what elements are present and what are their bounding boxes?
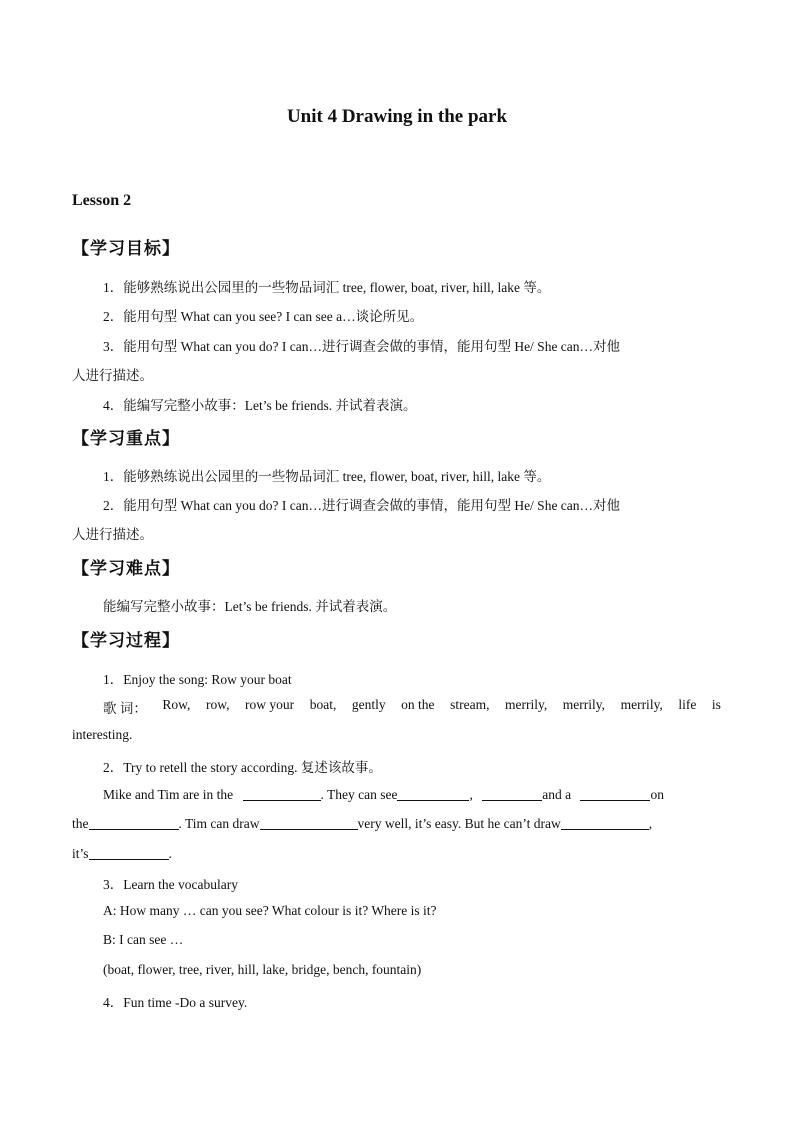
- difficulty-item: 能编写完整小故事：Let’s be friends. 并试着表演。: [103, 599, 397, 614]
- lyrics-word: merrily,: [620, 697, 663, 712]
- lyrics-label: 歌 词：: [103, 701, 147, 716]
- story-text: Mike and Tim are in the: [103, 787, 234, 802]
- lesson-label: Lesson 2: [72, 192, 132, 209]
- lyrics-word: row your: [245, 697, 295, 712]
- step-2: 2．Try to retell the story according. 复述该故事。: [103, 760, 382, 775]
- key-point-2-cont: 人进行描述。: [72, 527, 153, 542]
- goal-item-1: 1．能够熟练说出公园里的一些物品词汇 tree, flower, boat, river, hill, lake 等。: [103, 280, 551, 295]
- qa-b: B: I can see …: [103, 932, 184, 947]
- word-list: (boat, flower, tree, river, hill, lake, bridge, bench, fountain): [103, 962, 422, 977]
- fill-blank-6[interactable]: [260, 815, 358, 830]
- fill-blank-5[interactable]: [89, 815, 179, 830]
- fill-blank-1[interactable]: [243, 786, 321, 801]
- lyrics-word: merrily,: [505, 697, 548, 712]
- goal-item-3-cont: 人进行描述。: [72, 368, 153, 383]
- story-text: the: [72, 816, 89, 831]
- story-text: . Tim can draw: [178, 816, 260, 831]
- story-text: ,: [648, 816, 653, 831]
- lyrics-word: stream,: [450, 697, 490, 712]
- fill-blank-7[interactable]: [561, 815, 649, 830]
- key-points-heading: 【学习重点】: [72, 429, 180, 449]
- story-text: and a: [542, 787, 572, 802]
- fill-blank-8[interactable]: [89, 845, 169, 860]
- lyrics-word: gently: [351, 697, 386, 712]
- story-text: . They can see: [320, 787, 398, 802]
- lyrics-end: interesting.: [72, 727, 133, 742]
- story-text: it’s: [72, 846, 89, 861]
- fill-blank-3[interactable]: [482, 786, 542, 801]
- lyrics-word: is: [711, 697, 721, 712]
- difficulties-heading: 【学习难点】: [72, 559, 180, 579]
- lyrics-word: life: [678, 697, 697, 712]
- goal-item-4: 4．能编写完整小故事：Let’s be friends. 并试着表演。: [103, 398, 417, 413]
- lyrics-word: Row,: [162, 697, 191, 712]
- story-line-1: [103, 786, 664, 803]
- story-text: on: [650, 787, 664, 802]
- lyrics-word: row,: [205, 697, 230, 712]
- step-3: 3．Learn the vocabulary: [103, 877, 238, 892]
- fill-blank-4[interactable]: [580, 786, 650, 801]
- key-point-2: 2．能用句型 What can you do? I can…进行调查会做的事情，能用句型 He/ She can…对他: [103, 498, 621, 513]
- goals-heading: 【学习目标】: [72, 239, 180, 259]
- lyrics-word: merrily,: [562, 697, 606, 712]
- fill-blank-2[interactable]: [397, 786, 469, 801]
- story-text: very well, it’s easy. But he can’t draw: [357, 816, 561, 831]
- story-line-2: [72, 815, 652, 832]
- story-text: ,: [469, 787, 473, 802]
- qa-a: A: How many … can you see? What colour is it? Where is it?: [103, 903, 437, 918]
- story-line-3: [72, 845, 172, 862]
- page-title: Unit 4 Drawing in the park: [286, 106, 508, 127]
- step-1: 1．Enjoy the song: Row your boat: [103, 672, 292, 687]
- lyrics-word: boat,: [309, 697, 337, 712]
- lyrics-line: [103, 697, 721, 717]
- lyrics-word: on the: [401, 697, 435, 712]
- key-point-1: 1．能够熟练说出公园里的一些物品词汇 tree, flower, boat, river, hill, lake 等。: [103, 469, 551, 484]
- story-text: .: [168, 846, 172, 861]
- step-4: 4．Fun time -Do a survey.: [103, 995, 248, 1010]
- process-heading: 【学习过程】: [72, 631, 180, 651]
- goal-item-3: 3．能用句型 What can you do? I can…进行调查会做的事情，能用句型 He/ She can…对他: [103, 339, 621, 354]
- goal-item-2: 2．能用句型 What can you see? I can see a…谈论所见。: [103, 309, 424, 324]
